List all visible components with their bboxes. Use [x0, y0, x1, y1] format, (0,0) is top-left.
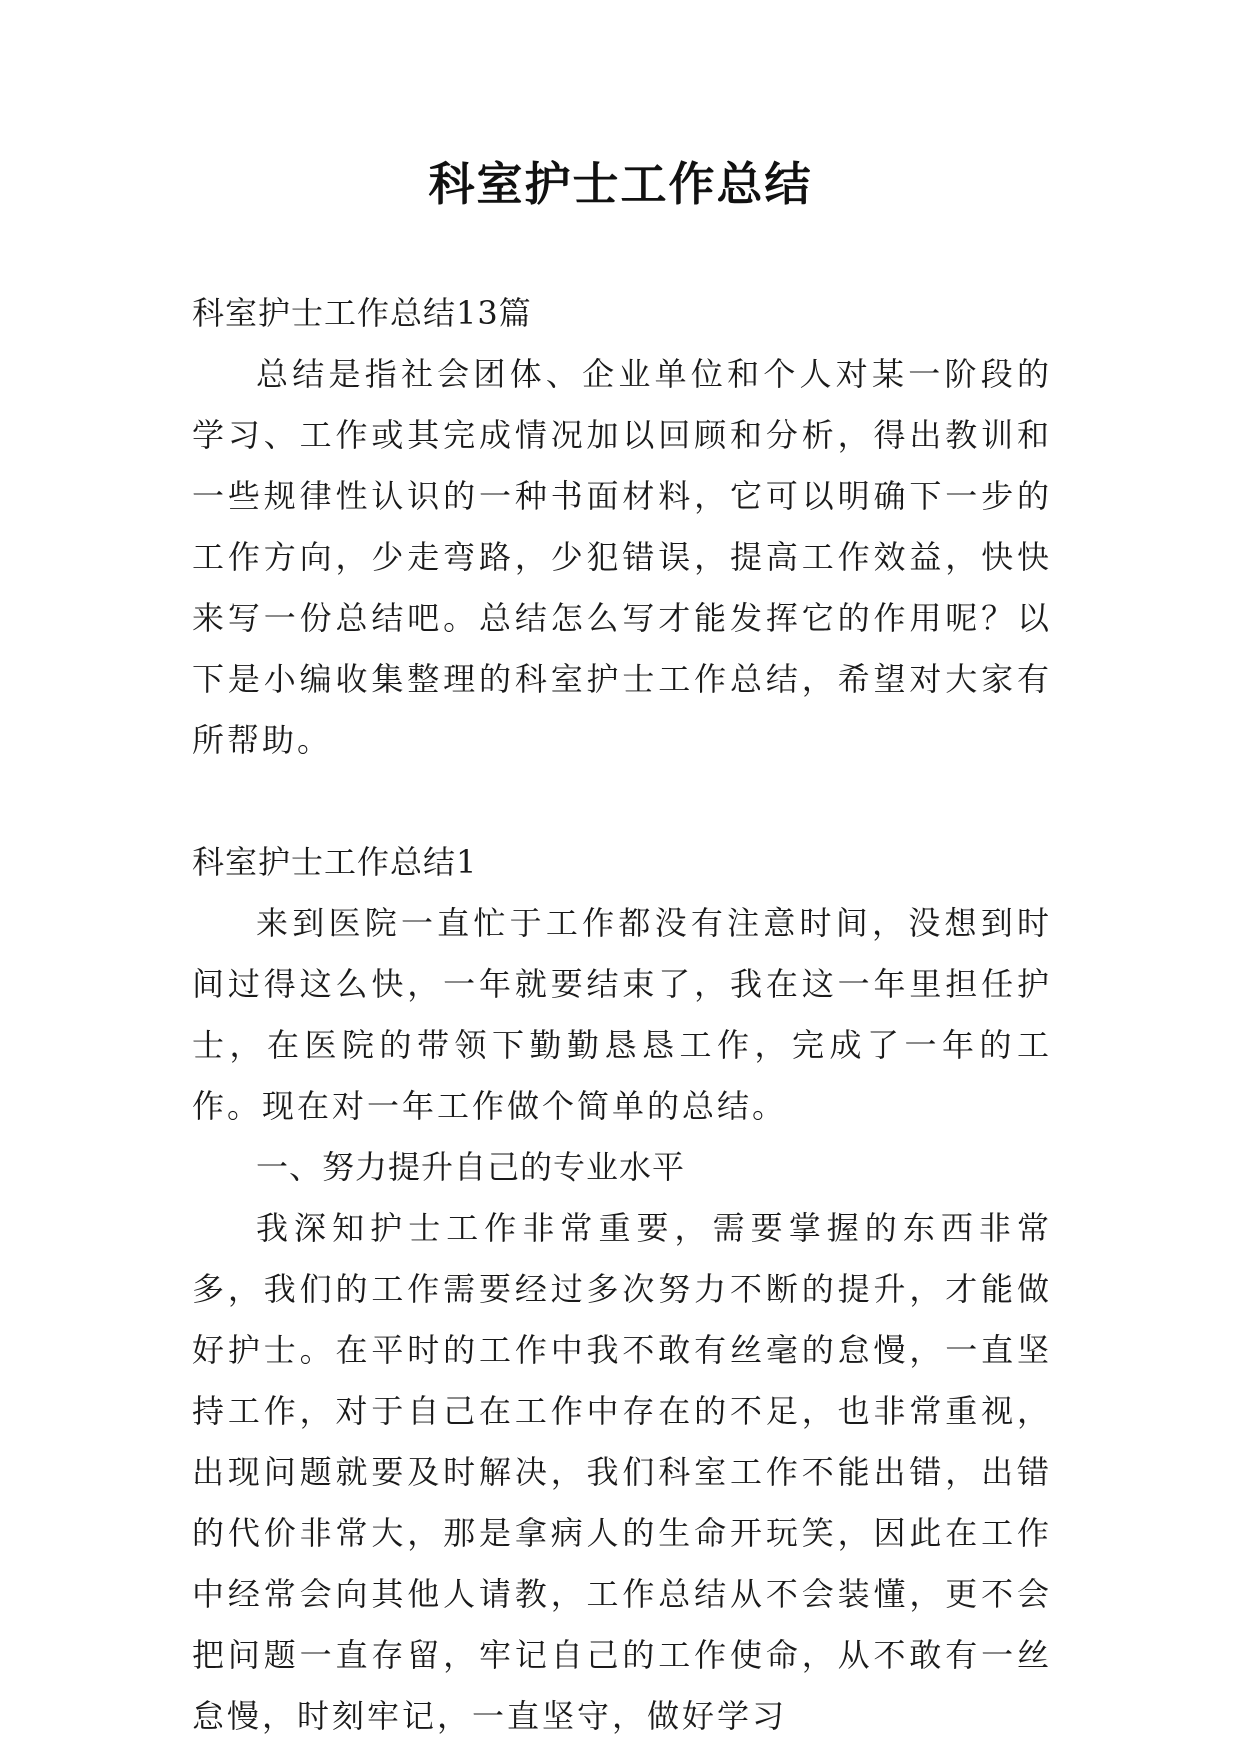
- intro-paragraph: 总结是指社会团体、企业单位和个人对某一阶段的学习、工作或其完成情况加以回顾和分析，得出教训和一些规律性认识的一种书面材料，它可以明确下一步的工作方向，少走弯路，少犯错误，提高工作效益，快快来写一份总结吧。总结怎么写才能发挥它的作用呢？以下是小编收集整理的科室护士工作总结，希望对大家有所帮助。: [192, 355, 1052, 759]
- document-title: 科室护士工作总结: [428, 157, 813, 211]
- paragraph-spacer: [192, 771, 1052, 832]
- section-heading: 科室护士工作总结1: [192, 843, 478, 881]
- document-subtitle: 科室护士工作总结13篇: [192, 294, 532, 332]
- point-heading: 一、努力提升自己的专业水平: [256, 1148, 686, 1186]
- document-body: [192, 283, 1052, 1747]
- section-paragraph-1: 来到医院一直忙于工作都没有注意时间，没想到时间过得这么快，一年就要结束了，我在这一年里担任护士，在医院的带领下勤勤恳恳工作，完成了一年的工作。现在对一年工作做个简单的总结。: [192, 904, 1052, 1125]
- section-paragraph-2: 我深知护士工作非常重要，需要掌握的东西非常多，我们的工作需要经过多次努力不断的提升，才能做好护士。在平时的工作中我不敢有丝毫的怠慢，一直坚持工作，对于自己在工作中存在的不足，也非常重视，出现问题就要及时解决，我们科室工作不能出错，出错的代价非常大，那是拿病人的生命开玩笑，因此在工作中经常会向其他人请教，工作总结从不会装懂，更不会把问题一直存留，牢记自己的工作使命，从不敢有一丝怠慢，时刻牢记，一直坚守，做好学习: [192, 1209, 1052, 1735]
